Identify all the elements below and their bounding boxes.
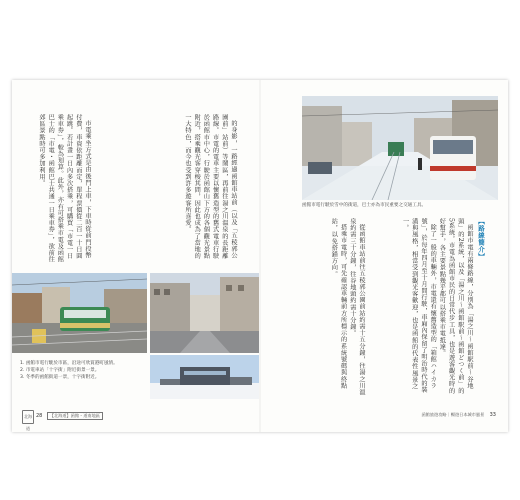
right-folio — [421, 412, 496, 418]
right-page — [260, 80, 508, 432]
right-folio-label: 函館旅遊攻略｜暢遊日本城市風景 — [421, 412, 485, 417]
snowy-building-photo — [150, 355, 260, 399]
caption-3: 3. 冬季的函館街道一景，十字街附近。 — [20, 375, 100, 380]
snowy-building-image — [150, 355, 260, 399]
left-folio — [36, 412, 103, 420]
city-street-photo — [150, 273, 260, 353]
book-spread — [12, 80, 508, 432]
left-page-number: 28 — [36, 413, 43, 419]
section-heading: 【路線簡介】 — [477, 218, 485, 260]
tram-street-image — [12, 273, 147, 353]
left-body-text-2: 市電乘坐方式是由後門上車，下車時從前門投幣付費，車資依距離而定，單程票價從二百一十日圓起跳。若計畫一日內多次搭乘，可購買「市電一日乘車券」，較為划算。此外，亦有可搭乘市電及函館巴士的「市電・函館巴士共通一日乘車券」，欲前往郊區景點時可多加利用。 — [37, 114, 91, 263]
city-street-image — [150, 273, 260, 353]
left-body-text-1: 的身影，一路經過函館車站前（以及「五稜郭公園前」站前）等鬧區，再前往湯之川溫泉的長距離路線。市電的電車主要以懷舊造型的舊式電車行駛於函館市中心，行駛於函館山下方的各個觀光景點附近，搭乘觀光客穿梭其間，因此也成為了當地的一大特色，而今也受到許多遊客所喜愛。 — [183, 114, 237, 260]
left-captions — [20, 360, 148, 381]
right-page-number: 33 — [489, 412, 496, 418]
left-folio-label: 【北海道】函館・道南地區 — [47, 412, 103, 420]
tram-street-photo — [12, 273, 147, 353]
right-body-text-1: 函館市電有兩條路線，分別為「湯之川～函館駅前～谷地頭」的2系統，以及「湯之川～函館駅前～函館どつく前」的5系統。市電為函館市民的日常代步工具，也是遊客觀光時的好幫手，各主要景點幾乎都可以搭乘市電抵達。 除了一般的車輛外，市電還有懷舊造型的「箱館ハイカラ號」，於每年四月至十月間行駛，車廂內保留了明治時代的裝潢與風格，相當受到觀光客歡迎，也是函館的代表性風景之一。 — [401, 218, 473, 394]
right-body-text-2: 從函館車站前往五稜郭公園前站約需十五分鐘，往湯之川溫泉約需三十分鐘，往谷地頭約需十分鐘。 搭乘市電時，可先確認車輛前方所標示的系統號碼與終點站，以免搭錯方向。 — [330, 218, 365, 396]
caption-1: 1. 函館市電行駛於市區，沿途可欣賞港町風情。 — [20, 361, 118, 366]
snowy-street-tram-photo — [302, 96, 498, 200]
caption-2: 2. 市電車站「十字街」附近街景一景。 — [20, 368, 100, 373]
left-page — [12, 80, 260, 432]
book-icon: 北海道 — [22, 410, 34, 424]
snowy-street-tram-image — [302, 96, 498, 200]
top-photo-caption: 函館市電行駛於雪中的街道，巴士亦為市民重要之交通工具。 — [302, 203, 427, 208]
